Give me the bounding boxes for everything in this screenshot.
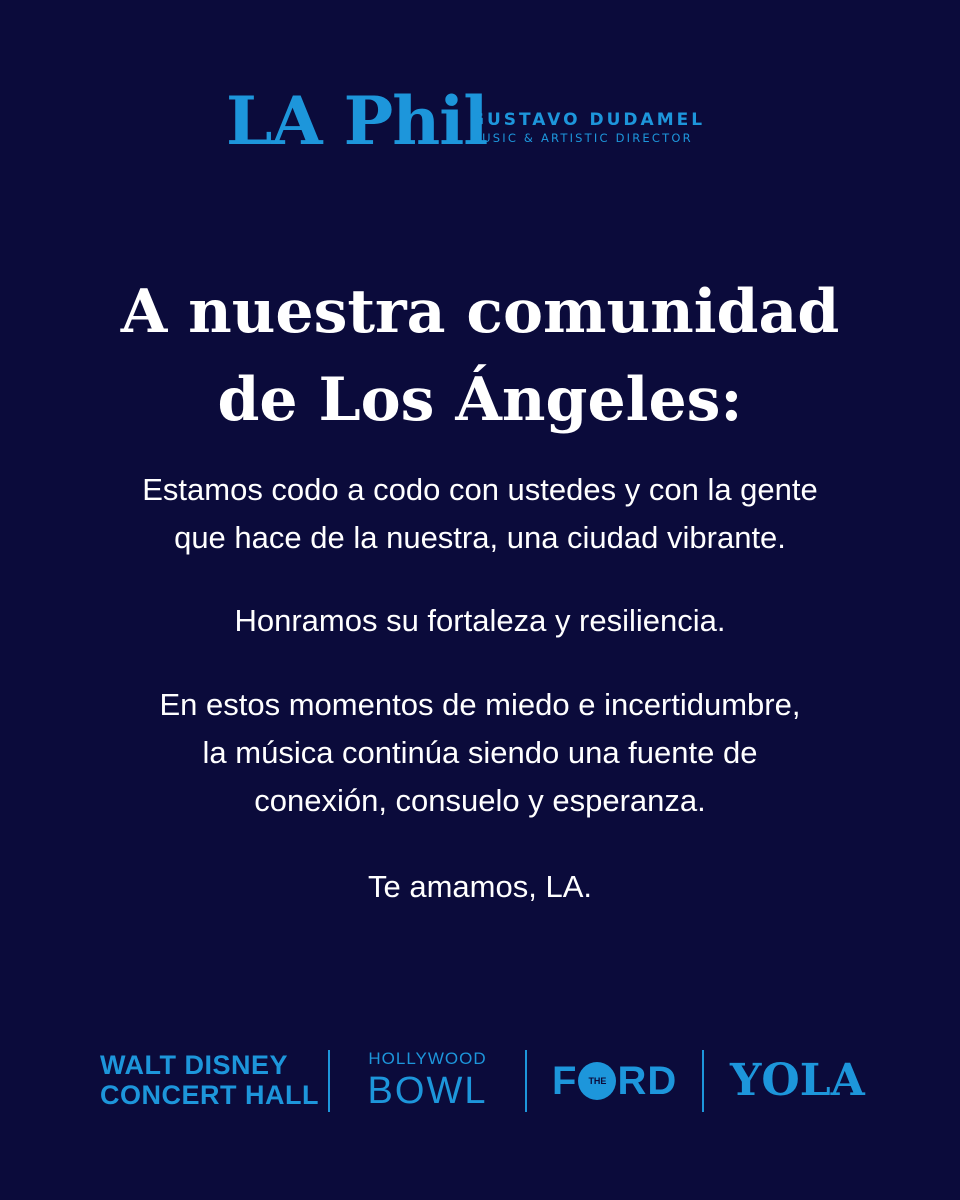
header (0, 82, 960, 160)
director-title: MUSIC & ARTISTIC DIRECTOR (470, 131, 693, 145)
paragraph-line: que hace de la nuestra, una ciudad vibrante. (174, 520, 786, 555)
headline-line-2: de Los Ángeles: (217, 365, 743, 435)
ford-text-end: RD (617, 1059, 678, 1103)
paragraph-line: la música continúa siendo una fuente de (202, 735, 758, 770)
walt-disney-line-2: CONCERT HALL (100, 1080, 319, 1110)
walt-disney-concert-hall-logo (100, 1050, 319, 1110)
paragraph-4 (0, 863, 960, 911)
walt-disney-line-1: WALT DISNEY (100, 1050, 289, 1080)
paragraph-3 (0, 681, 960, 825)
ford-text-start: F (552, 1059, 578, 1103)
la-phil-logo: LA Phil (226, 82, 488, 160)
yola-logo: YOLA (730, 1055, 865, 1106)
hollywood-bowl-line-1: HOLLYWOOD (368, 1049, 487, 1068)
paragraph-1 (0, 466, 960, 562)
director-credit (470, 110, 705, 146)
paragraph-line: En estos momentos de miedo e incertidumbre, (159, 687, 801, 722)
divider (525, 1050, 527, 1112)
paragraph-line: Estamos codo a codo con ustedes y con la gente (142, 472, 818, 507)
paragraph-line: conexión, consuelo y esperanza. (254, 783, 706, 818)
headline-line-1: A nuestra comunidad (120, 277, 840, 347)
hollywood-bowl-line-2: BOWL (367, 1070, 488, 1112)
divider (702, 1050, 704, 1112)
divider (328, 1050, 330, 1112)
ford-the-circle: THE (578, 1062, 616, 1100)
director-name: GUSTAVO DUDAMEL (470, 110, 706, 130)
the-ford-logo (552, 1058, 677, 1104)
venue-logos (0, 1048, 960, 1114)
paragraph-2 (0, 597, 960, 645)
headline (0, 268, 960, 444)
paragraph-line: Honramos su fortaleza y resiliencia. (234, 603, 726, 638)
hollywood-bowl-logo (355, 1048, 500, 1112)
paragraph-line: Te amamos, LA. (368, 869, 592, 904)
